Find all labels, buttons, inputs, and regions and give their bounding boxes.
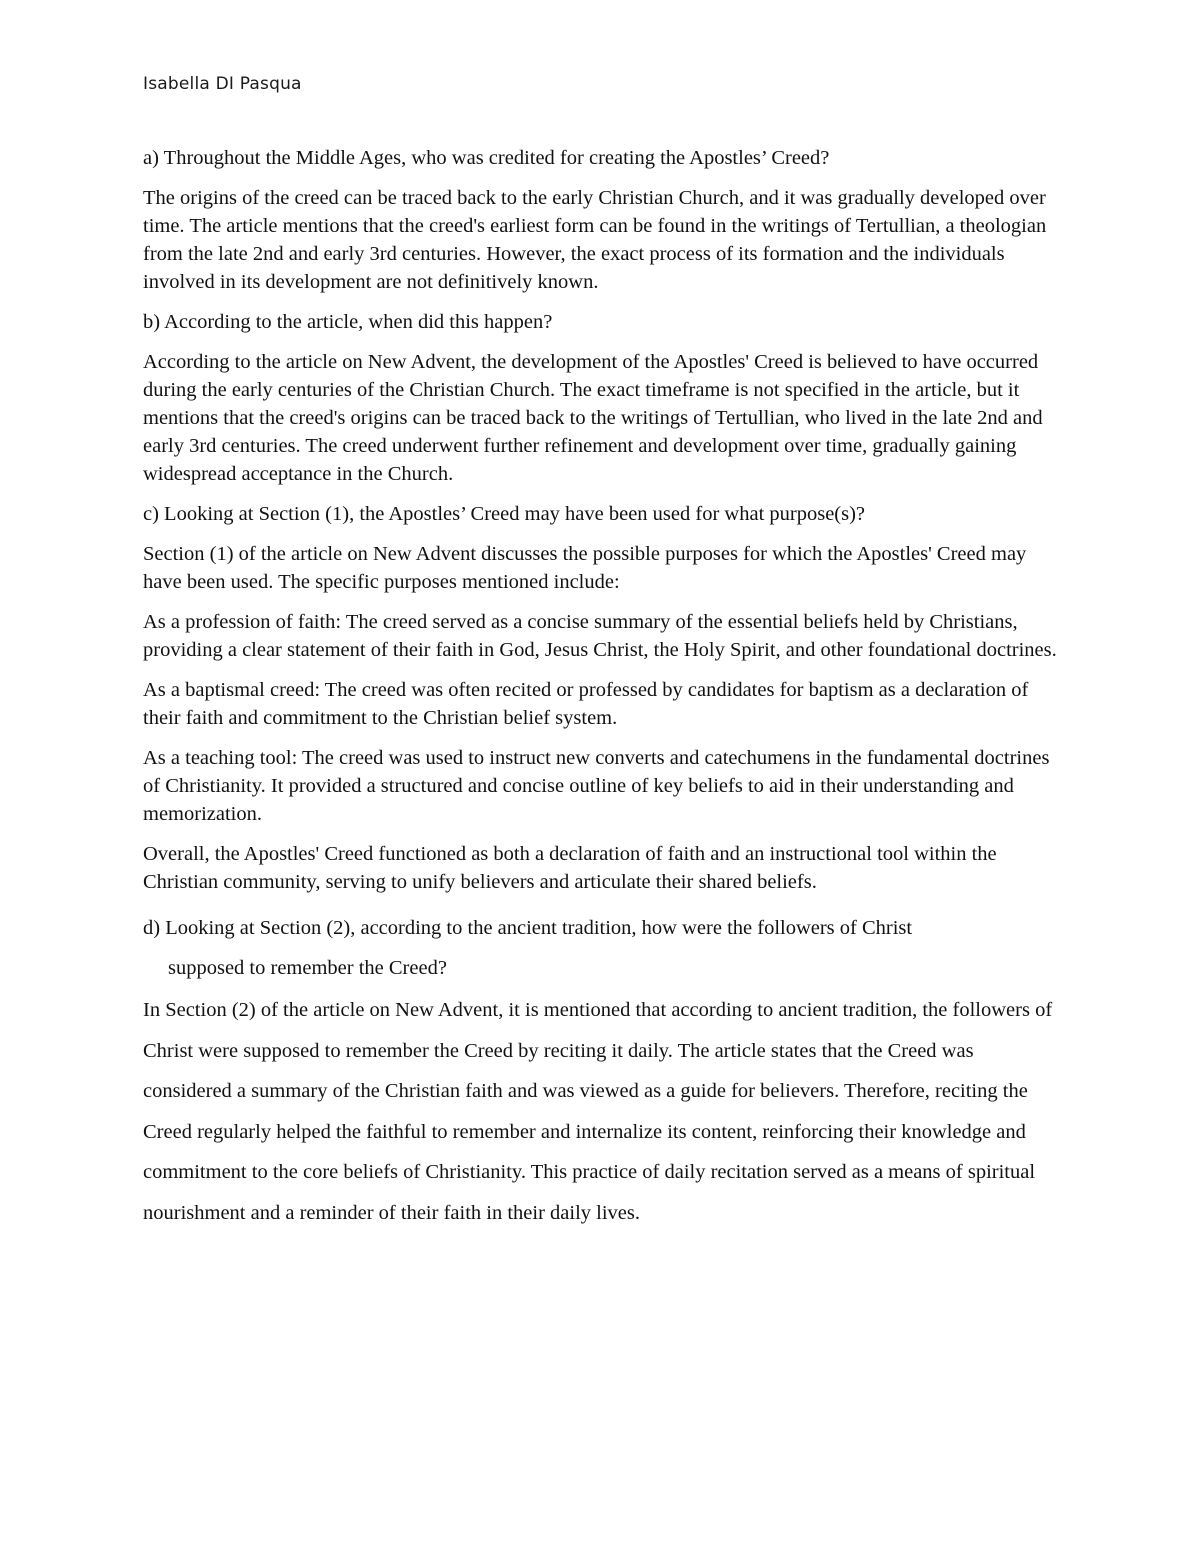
answer-c-teaching: As a teaching tool: The creed was used to instruct new converts and catechumens in the fundamental doctrines of Christianity. It provided a structured and concise outline of key beliefs to aid in their understanding and memorization. (143, 747, 1050, 825)
question-c: c) Looking at Section (1), the Apostles’ Creed may have been used for what purpose(s)? (143, 503, 866, 525)
answer-c-profession: As a profession of faith: The creed served as a concise summary of the essential beliefs held by Christians, providing a clear statement of their faith in God, Jesus Christ, the Holy Spirit, and other foundational doctrines. (143, 611, 1057, 661)
answer-c-intro: Section (1) of the article on New Advent discusses the possible purposes for which the Apostles' Creed may have been used. The specific purposes mentioned include: (143, 543, 1027, 593)
question-d-line-1: d) Looking at Section (2), according to the ancient tradition, how were the followers of Christ (143, 917, 913, 939)
answer-c-baptismal: As a baptismal creed: The creed was often recited or professed by candidates for baptism as a declaration of their faith and commitment to the Christian belief system. (143, 679, 1029, 729)
answer-c-overall: Overall, the Apostles' Creed functioned as both a declaration of faith and an instructional tool within the Christian community, serving to unify believers and articulate their shared beliefs. (143, 843, 997, 893)
answer-b: According to the article on New Advent, the development of the Apostles' Creed is believed to have occurred during the early centuries of the Christian Church. The exact timeframe is not specified in the article, but it mentions that the creed's origins can be traced back to the writings of Tertullian, who lived in the late 2nd and early 3rd centuries. The creed underwent further refinement and development over time, gradually gaining widespread acceptance in the Church. (143, 351, 1043, 485)
document-body (143, 144, 1058, 1233)
question-d-line-2: supposed to remember the Creed? (168, 957, 447, 979)
question-b: b) According to the article, when did this happen? (143, 311, 553, 333)
answer-d: In Section (2) of the article on New Advent, it is mentioned that according to ancient tradition, the followers of Christ were supposed to remember the Creed by reciting it daily. The article states that the Creed was considered a summary of the Christian faith and was viewed as a guide for believers. Therefore, reciting the Creed regularly helped the faithful to remember and internalize its content, reinforcing their knowledge and commitment to the core beliefs of Christianity. This practice of daily recitation served as a means of spiritual nourishment and a reminder of their faith in their daily lives. (143, 999, 1053, 1224)
answer-a: The origins of the creed can be traced back to the early Christian Church, and it was gradually developed over time. The article mentions that the creed's earliest form can be found in the writings of Tertullian, a theologian from the late 2nd and early 3rd centuries. However, the exact process of its formation and the individuals involved in its development are not definitively known. (143, 187, 1047, 293)
question-a: a) Throughout the Middle Ages, who was credited for creating the Apostles’ Creed? (143, 147, 830, 169)
author-name: Isabella DI Pasqua (143, 74, 302, 94)
